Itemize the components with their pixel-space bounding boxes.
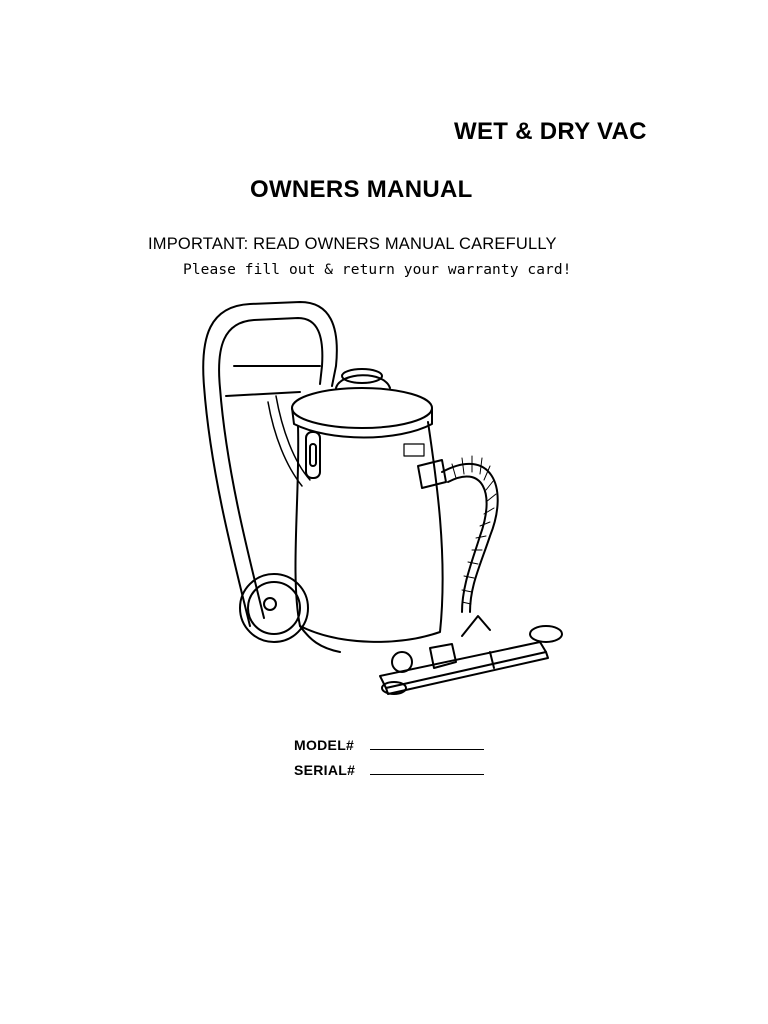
warranty-notice: Please fill out & return your warranty card! xyxy=(183,262,572,278)
serial-field[interactable] xyxy=(294,762,484,778)
tank-body xyxy=(295,422,442,642)
model-blank-line xyxy=(370,749,484,750)
wet-dry-vac-illustration xyxy=(190,296,580,716)
product-title: WET & DRY VAC xyxy=(454,118,647,145)
model-field[interactable] xyxy=(294,737,484,753)
serial-label: SERIAL# xyxy=(294,762,356,778)
serial-blank-line xyxy=(370,774,484,775)
important-notice: IMPORTANT: READ OWNERS MANUAL CAREFULLY xyxy=(148,235,557,253)
model-label: MODEL# xyxy=(294,737,355,753)
manual-title: OWNERS MANUAL xyxy=(250,176,473,203)
